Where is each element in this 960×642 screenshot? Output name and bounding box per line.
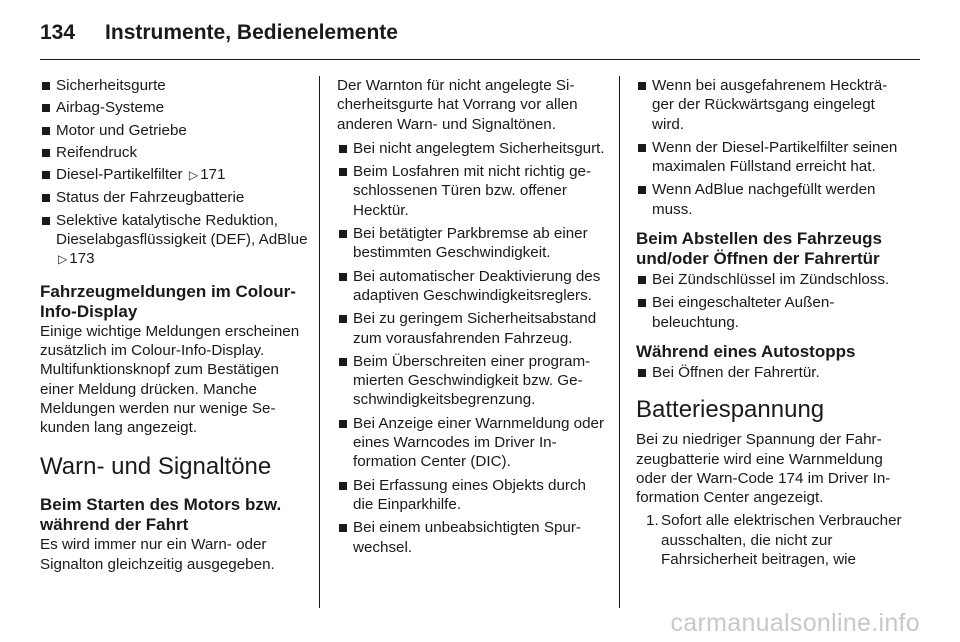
step-number: 1. (646, 512, 659, 530)
list-item: Status der Fahrzeugbatterie (40, 188, 308, 207)
section-heading: Beim Starten des Motors bzw. während der Fahrt (40, 495, 282, 535)
column-divider (319, 76, 320, 608)
step-text: Sofort alle elektrischen Verbraucher ausschalten, die nicht zur Fahrsicherheit beitragen, wie (661, 512, 902, 569)
list-item: Wenn AdBlue nachgefüllt werden muss. (636, 180, 904, 219)
section-heading: Beim Abstellen des Fahrzeugs und/oder Öffnen der Fahrertür (636, 229, 882, 269)
list-item: Bei Erfassung eines Objekts durch die Einparkhilfe. (337, 476, 605, 515)
list-item: Reifendruck (40, 143, 308, 162)
list-item (636, 511, 904, 569)
list-item: Bei einem unbeabsichtigten Spurwechsel. (337, 518, 605, 557)
page-reference-link[interactable]: 171 (200, 166, 226, 184)
page-header (40, 16, 398, 50)
numbered-steps-list (636, 511, 904, 569)
page-reference-icon: ▷ (188, 168, 199, 183)
list-item: Bei zu geringem Sicherheitsabstand zum vorausfahrenden Fahrzeug. (337, 309, 605, 348)
column-3 (636, 76, 904, 569)
list-item: Selektive katalytische Reduktion, Dieselabgasflüssigkeit (DEF), AdBlue ▷ 173 (40, 211, 308, 270)
list-item: Bei nicht angelegtem Sicherheitsgurt. (337, 139, 605, 158)
page-number: 134 (40, 21, 76, 44)
list-item: Beim Überschreiten einer programmierten Geschwindigkeit bzw. Geschwindigkeitsbegrenzung. (337, 352, 605, 410)
chapter-title: Instrumente, Bedienelemente (105, 21, 398, 44)
list-item: Bei Öffnen der Fahrertür. (636, 363, 904, 382)
chapter-heading: Batteriespannung (636, 396, 825, 424)
list-item: Bei eingeschalteter Außenbeleuchtung. (636, 293, 904, 332)
list-item: Airbag-Systeme (40, 98, 308, 117)
watermark: carmanualsonline.info (670, 609, 920, 637)
parking-tones-list (636, 270, 904, 332)
paragraph: Es wird immer nur ein Warn- oder Signalton gleichzeitig ausgegeben. (40, 536, 275, 573)
paragraph: Bei zu niedriger Spannung der Fahrzeugbatterie wird eine Warnmeldung oder der Warn-Code 174 im Driver Information Center angezeigt. (636, 431, 891, 507)
paragraph: Einige wichtige Meldungen erscheinen zusätzlich im Colour-Info-Display. Multifunktionsknopf zum Bestätigen einer Meldung drücken. Manche Meldungen werden nur wenige Sekunden lang angezeigt. (40, 322, 300, 437)
list-item: Bei Anzeige einer Warnmeldung oder eines Warncodes im Driver Information Center (DIC). (337, 414, 605, 472)
list-item: Bei betätigter Parkbremse ab einer bestimmten Geschwindigkeit. (337, 224, 605, 263)
paragraph: Der Warnton für nicht angelegte Sicherheitsgurte hat Vorrang vor allen anderen Warn- und Signaltönen. (337, 77, 578, 133)
list-item: Wenn bei ausgefahrenem Heckträger der Rückwärtsgang eingelegt wird. (636, 76, 904, 134)
page-reference-link[interactable]: 173 (69, 250, 95, 268)
warning-tones-list-continued (636, 76, 904, 219)
page-reference-icon: ▷ (58, 252, 68, 267)
chapter-heading: Warn- und Signaltöne (40, 453, 272, 481)
list-item: Bei automatischer Deaktivierung des adaptiven Geschwindigkeitsreglers. (337, 267, 605, 306)
warning-categories-list (40, 76, 308, 270)
list-item: Diesel-Partikelfilter ▷ 171 (40, 165, 308, 185)
column-2 (337, 76, 605, 561)
section-heading: Während eines Autostopps (636, 341, 856, 361)
list-item: Beim Losfahren mit nicht richtig geschlossenen Türen bzw. offener Hecktür. (337, 162, 605, 220)
list-item: Bei Zündschlüssel im Zündschloss. (636, 270, 904, 289)
section-heading: Fahrzeugmeldungen im Colour-Info-Display (40, 281, 296, 321)
column-divider (619, 76, 620, 608)
column-1 (40, 76, 308, 574)
header-divider (40, 59, 920, 60)
list-item: Wenn der Diesel-Partikelfilter seinen maximalen Füllstand erreicht hat. (636, 138, 904, 177)
warning-tones-list (337, 139, 605, 557)
list-item: Motor und Getriebe (40, 121, 308, 140)
list-item: Sicherheitsgurte (40, 76, 308, 95)
autostop-tones-list (636, 363, 904, 382)
